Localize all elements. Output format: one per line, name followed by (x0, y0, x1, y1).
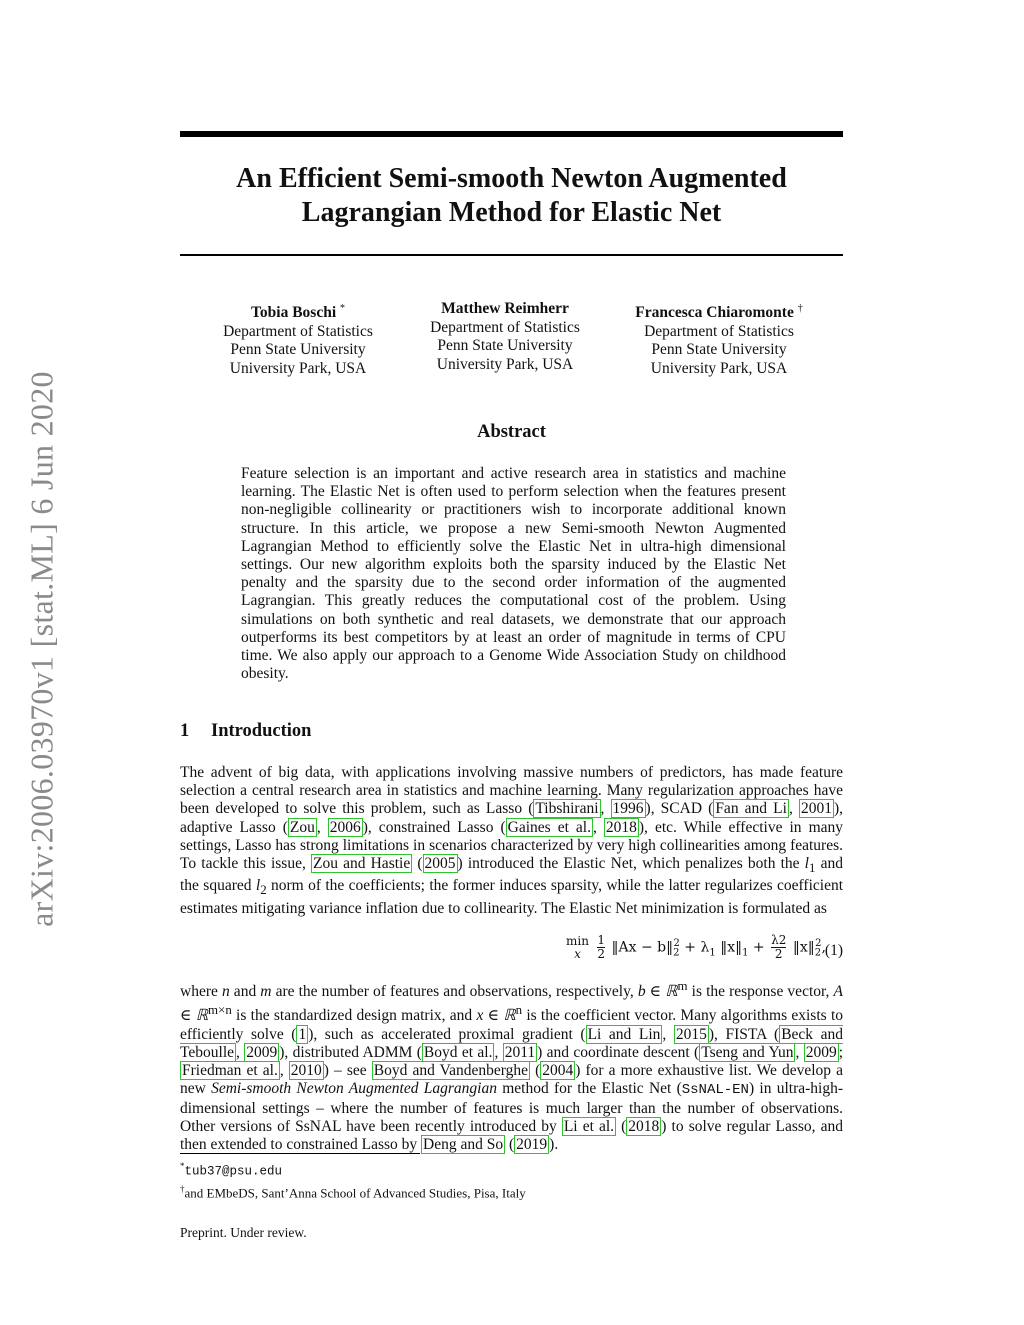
citation-link[interactable]: Boyd et al. (423, 1043, 493, 1061)
equation-1 (180, 932, 843, 972)
citation-link[interactable]: 2015 (675, 1025, 707, 1043)
author-loc: University Park, USA (650, 359, 788, 377)
author-loc: University Park, USA (436, 355, 574, 373)
citation-link[interactable]: Gaines et al. (507, 818, 591, 836)
citation-link[interactable]: 2004 (542, 1062, 574, 1080)
author-univ: Penn State University (651, 341, 787, 359)
section-number: 1 (180, 721, 190, 741)
citation-link[interactable]: 2018 (605, 818, 637, 836)
citation-link[interactable]: 2011 (504, 1043, 536, 1061)
abstract-heading: Abstract (477, 422, 546, 442)
footnote-2: †and EMbeDS, Sant’Anna School of Advanced Studies, Pisa, Italy (180, 1184, 526, 1201)
author-dept: Department of Statistics (644, 322, 794, 340)
citation-link[interactable]: 2001 (800, 800, 832, 818)
citation-link[interactable]: 2009 (805, 1043, 837, 1061)
author-mark: * (340, 303, 346, 314)
citation-link[interactable]: 2009 (246, 1043, 278, 1061)
citation-link[interactable]: Deng and So (423, 1135, 504, 1153)
equation-body: min x $\frac{1}{2}$ ‖Ax − $b‖_2^2 + \lambda_1$ $‖x‖_1 + \frac{\lambda 2}{2}$ $‖x‖_2^2$, (566, 933, 826, 961)
section-heading (180, 721, 311, 742)
title-rule-bottom (180, 254, 843, 256)
citation-link[interactable]: 2005 (424, 855, 456, 873)
citation-link[interactable]: Friedman et al. (182, 1062, 278, 1080)
equation-ref-link[interactable]: 1 (298, 1025, 307, 1043)
title-line-2: Lagrangian Method for Elastic Net (301, 197, 722, 228)
citation-link[interactable]: Li et al. (563, 1117, 615, 1135)
citation-link[interactable]: Zou (289, 818, 315, 836)
author-1 (193, 300, 403, 378)
footnote-1: *tub37@psu.edu (180, 1161, 283, 1179)
page-footer: Preprint. Under review. (180, 1225, 307, 1240)
author-loc: University Park, USA (229, 359, 367, 377)
citation-link[interactable]: 2006 (329, 818, 361, 836)
citation-link[interactable]: 2019 (516, 1135, 548, 1153)
citation-link[interactable]: Li and Lin (587, 1025, 661, 1043)
author-name: Tobia Boschi (250, 304, 337, 322)
citation-link[interactable]: Beck and Teboulle (180, 1025, 843, 1061)
title-rule-top (180, 131, 843, 137)
author-name: Francesca Chiaromonte (635, 304, 794, 322)
section-title: Introduction (211, 721, 312, 741)
citation-link[interactable]: 2010 (290, 1062, 322, 1080)
intro-paragraph-2: where n and m are the number of features and observations, respectively, b ∈ ℝ$^m$ is the response vector, A ∈ ℝ$^{m\times n}$ is the standardized design matrix, and x ∈ ℝ$^n$ is the coefficient vector. Many algorithms exists to efficiently solve ( 1 ), such as accelerated proximal gradient ( Li and Lin , 2015 ), FISTA ( Beck and Teboulle , 2009 ), distributed ADMM ( Boyd et al. , 2011 ) and coordinate descent ( Tseng and Yun , 2009 ; Friedman et al. , 2010 ) – see Boyd and Vandenberghe ( 2004 ) for a more exhaustive list. We develop a new Semi-smooth Newton Augmented Lagrangian method for the Elastic Net (SsNAL-EN) in ultra-high-dimensional settings – where the number of features is much larger than the number of observations. Other versions of SsNAL have been recently introduced by Li et al. ( 2018 ) to solve regular Lasso, and then extended to constrained Lasso by Deng and So ( 2019 ). (180, 978, 844, 1153)
citation-link[interactable]: Zou and Hastie (312, 855, 411, 873)
author-2 (400, 300, 610, 374)
author-dept: Department of Statistics (430, 318, 580, 336)
citation-link[interactable]: 1996 (612, 800, 644, 818)
equation-number: (1) (824, 942, 843, 959)
arxiv-identifier: arXiv:2006.03970v1 [stat.ML] 6 Jun 2020 (23, 371, 60, 927)
abstract-text: Feature selection is an important and active research area in statistics and machine learning. The Elastic Net is often used to perform selection when the features present non-negligible collinearity or practitioners wish to incorporate additional known structure. In this article, we propose a new Semi-smooth Newton Augmented Lagrangian Method to efficiently solve the Elastic Net in ultra-high dimensional settings. Our new algorithm exploits both the sparsity induced by the Elastic Net penalty and the sparsity due to the second order information of the augmented Lagrangian. This greatly reduces the computational cost of the problem. Using simulations on both synthetic and real datasets, we demonstrate that our approach outperforms its best competitors by at least an order of magnitude in terms of CPU time. We also apply our approach to a Genome Wide Association Study on childhood obesity. (241, 465, 786, 683)
author-email[interactable]: tub37@psu.edu (184, 1164, 283, 1179)
footnote-rule (180, 1153, 420, 1154)
citation-link[interactable]: Tibshirani (535, 800, 599, 818)
author-3 (614, 300, 824, 378)
author-univ: Penn State University (230, 341, 366, 359)
citation-link[interactable]: Tseng and Yun (701, 1043, 794, 1061)
footnotes (180, 1157, 526, 1203)
intro-paragraph-1: The advent of big data, with applications involving massive numbers of predictors, has made feature selection a central research area in statistics and machine learning. Many regularization approaches have been developed to solve this problem, such as Lasso ( Tibshirani , 1996 ), SCAD ( Fan and Li , 2001 ), adaptive Lasso ( Zou , 2006 ), constrained Lasso ( Gaines et al. , 2018 ), etc. While effective in many settings, Lasso has strong limitations in scenarios characterized by very high collinearities among features. To tackle this issue, Zou and Hastie ( 2005 ) introduced the Elastic Net, which penalizes both the $l_1$ and the squared $l_2$ norm of the coefficients; the former induces sparsity, while the latter regularizes coefficient estimates mitigating variance inflation due to collinearity. The Elastic Net minimization is formulated as (180, 764, 843, 917)
author-name: Matthew Reimherr (441, 300, 569, 317)
title-line-1: An Efficient Semi-smooth Newton Augmented (236, 163, 787, 194)
author-univ: Penn State University (437, 337, 573, 354)
citation-link[interactable]: Fan and Li (715, 800, 787, 818)
author-mark: † (797, 303, 803, 314)
paper-title (180, 162, 843, 230)
author-dept: Department of Statistics (223, 322, 373, 340)
citation-link[interactable]: 2018 (628, 1117, 660, 1135)
citation-link[interactable]: Boyd and Vandenberghe (373, 1062, 529, 1080)
